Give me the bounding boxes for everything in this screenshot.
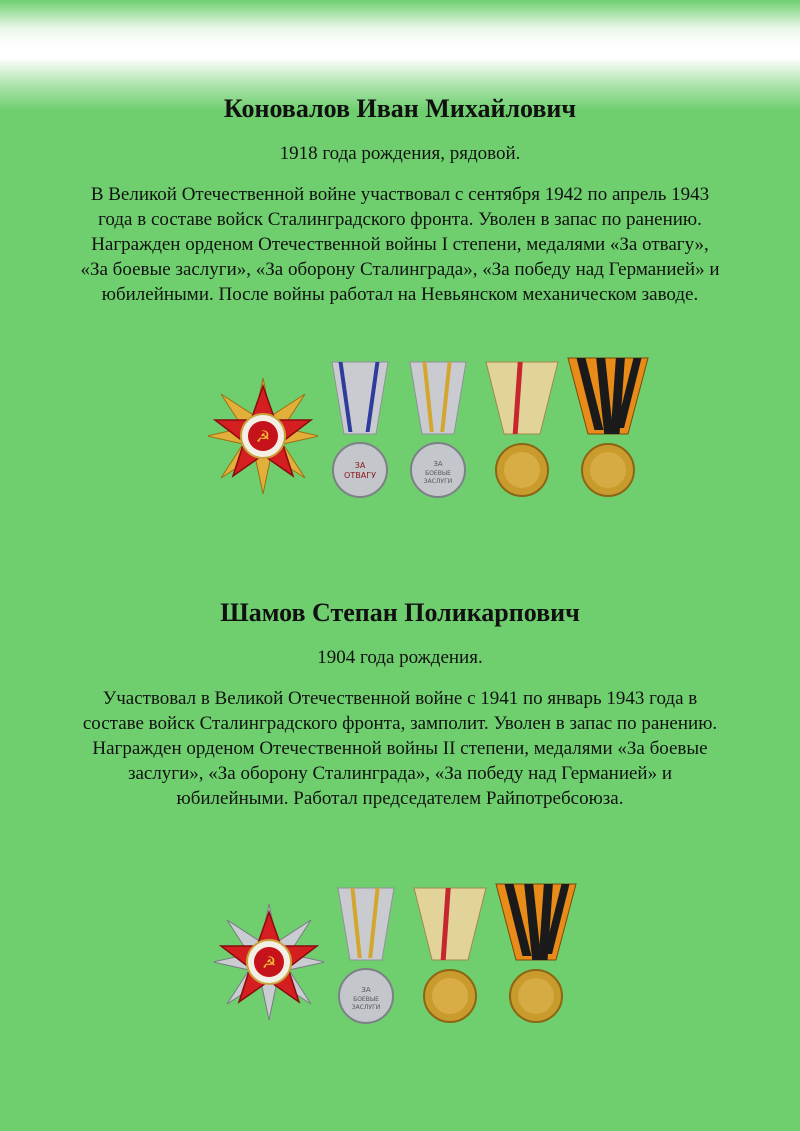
svg-text:ЗА: ЗА <box>354 461 366 470</box>
veteran-birth: 1918 года рождения, рядовой. <box>279 143 521 164</box>
svg-text:☭: ☭ <box>255 427 271 446</box>
medal-defense-of-stalingrad-icon <box>482 358 562 500</box>
medal-victory-over-germany-icon <box>566 356 650 500</box>
medal-for-battle-merit-icon <box>330 884 402 1026</box>
awards-row-konovalov <box>0 352 800 512</box>
order-patriotic-war-2nd-class-icon <box>214 902 324 1022</box>
svg-text:ЗАСЛУГИ: ЗАСЛУГИ <box>423 478 453 485</box>
veteran-birth: 1904 года рождения. <box>317 647 483 668</box>
medal-for-battle-merit-icon <box>402 358 474 500</box>
veteran-section-konovalov <box>0 92 800 307</box>
veteran-bio: В Великой Отечественной войне участвовал с сентября 1942 по апрель 1943 года в составе войск Сталинградского фронта. Уволен в запас по ранению. Награжден орденом Отечественной войны I степени, медалями «За отвагу», «За боевые заслуги», «За оборону Сталинграда», «За победу над Германией» и юбилейными. После войны работал на Невьянском механическом заводе. <box>80 184 720 305</box>
veteran-name: Коновалов Иван Михайлович <box>223 94 577 123</box>
svg-text:БОЕВЫЕ: БОЕВЫЕ <box>425 470 451 477</box>
svg-text:ЗА: ЗА <box>361 986 371 994</box>
awards-row-shamov <box>0 876 800 1036</box>
medal-for-courage-icon <box>324 358 396 500</box>
svg-text:БОЕВЫЕ: БОЕВЫЕ <box>353 996 379 1003</box>
veteran-bio: Участвовал в Великой Отечественной войне с 1941 по январь 1943 года в составе войск Сталинградского фронта, замполит. Уволен в запас по ранению. Награжден орденом Отечественной войны II степени, медалями «За боевые заслуги», «За оборону Сталинграда», «За победу над Германией» и юбилейными. Работал председателем Райпотребсоюза. <box>82 688 718 809</box>
medal-victory-over-germany-icon <box>494 882 578 1026</box>
medal-defense-of-stalingrad-icon <box>410 884 490 1026</box>
svg-text:ОТВАГУ: ОТВАГУ <box>344 471 376 480</box>
order-patriotic-war-1st-class-icon <box>208 376 318 496</box>
veteran-name: Шамов Степан Поликарпович <box>220 598 580 627</box>
svg-text:ЗАСЛУГИ: ЗАСЛУГИ <box>351 1004 381 1011</box>
svg-text:ЗА: ЗА <box>433 460 443 468</box>
veteran-section-shamov <box>0 596 800 811</box>
svg-text:☭: ☭ <box>261 953 277 972</box>
